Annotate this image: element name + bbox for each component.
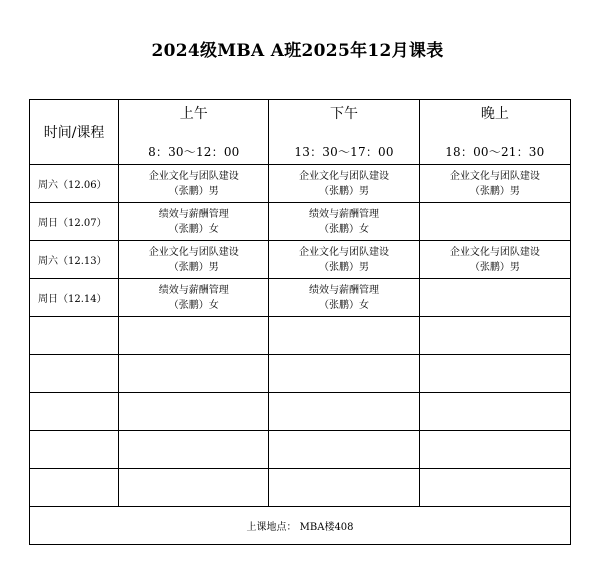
course-cell [269,241,419,279]
course-name: 绩效与薪酬管理 [158,284,229,296]
empty-cell [419,317,570,355]
empty-cell [269,393,419,431]
course-cell [419,241,570,279]
time-course-header [30,100,119,165]
course-name: 企业文化与团队建设 [449,170,540,182]
empty-cell [269,317,419,355]
course-cell [269,203,419,241]
course-name: 绩效与薪酬管理 [309,208,380,220]
course-name: 企业文化与团队建设 [299,246,390,258]
course-name: 企业文化与团队建设 [449,246,540,258]
period-name: 上午 [179,105,208,122]
course-teacher: （张鹏）女 [168,299,219,311]
course-name: 绩效与薪酬管理 [309,284,380,296]
date-cell: 周六（12.13） [30,241,119,279]
empty-cell [419,431,570,469]
course-teacher: （张鹏）男 [168,261,219,273]
course-cell [419,279,570,317]
empty-cell [119,393,269,431]
empty-cell [119,469,269,507]
course-cell [119,165,269,203]
empty-cell [119,431,269,469]
course-cell [269,165,419,203]
empty-cell [419,355,570,393]
date-cell: 周六（12.06） [30,165,119,203]
empty-row [30,317,571,355]
empty-cell [30,431,119,469]
course-teacher: （张鹏）男 [319,185,370,197]
course-cell [419,203,570,241]
date-cell: 周日（12.14） [30,279,119,317]
schedule-row [30,203,571,241]
course-cell [269,279,419,317]
period-time: 8：30～12：00 [148,144,240,159]
empty-cell [119,355,269,393]
schedule-row [30,165,571,203]
empty-cell [269,431,419,469]
empty-cell [269,355,419,393]
footer-row [30,507,571,545]
empty-cell [419,393,570,431]
course-teacher: （张鹏）男 [469,261,520,273]
course-teacher: （张鹏）女 [319,223,370,235]
empty-row [30,393,571,431]
empty-cell [269,469,419,507]
course-name: 企业文化与团队建设 [299,170,390,182]
header-row [30,100,571,165]
course-cell [119,241,269,279]
empty-cell [30,393,119,431]
course-teacher: （张鹏）女 [319,299,370,311]
course-teacher: （张鹏）女 [168,223,219,235]
course-name: 企业文化与团队建设 [148,246,239,258]
period-name: 晚上 [480,105,509,122]
period-header-afternoon [269,100,419,165]
empty-cell [119,317,269,355]
course-teacher: （张鹏）男 [168,185,219,197]
schedule-row [30,279,571,317]
empty-cell [30,317,119,355]
empty-row [30,431,571,469]
period-header-evening [419,100,570,165]
course-name: 绩效与薪酬管理 [158,208,229,220]
empty-row [30,469,571,507]
time-course-label: 时间/课程 [43,125,105,141]
empty-row [30,355,571,393]
schedule-table [29,99,571,545]
schedule-row [30,241,571,279]
period-name: 下午 [330,105,359,122]
course-cell [119,203,269,241]
period-header-morning [119,100,269,165]
course-cell [119,279,269,317]
period-time: 13：30～17：00 [294,144,394,159]
empty-cell [30,355,119,393]
course-cell [419,165,570,203]
empty-cell [419,469,570,507]
empty-cell [30,469,119,507]
course-teacher: （张鹏）男 [319,261,370,273]
course-name: 企业文化与团队建设 [148,170,239,182]
page-title: 2024级MBA A班2025年12月课表 [151,41,444,61]
course-teacher: （张鹏）男 [469,185,520,197]
period-time: 18：00～21：30 [445,144,545,159]
date-cell: 周日（12.07） [30,203,119,241]
location-cell: 上课地点： MBA楼408 [30,507,571,545]
